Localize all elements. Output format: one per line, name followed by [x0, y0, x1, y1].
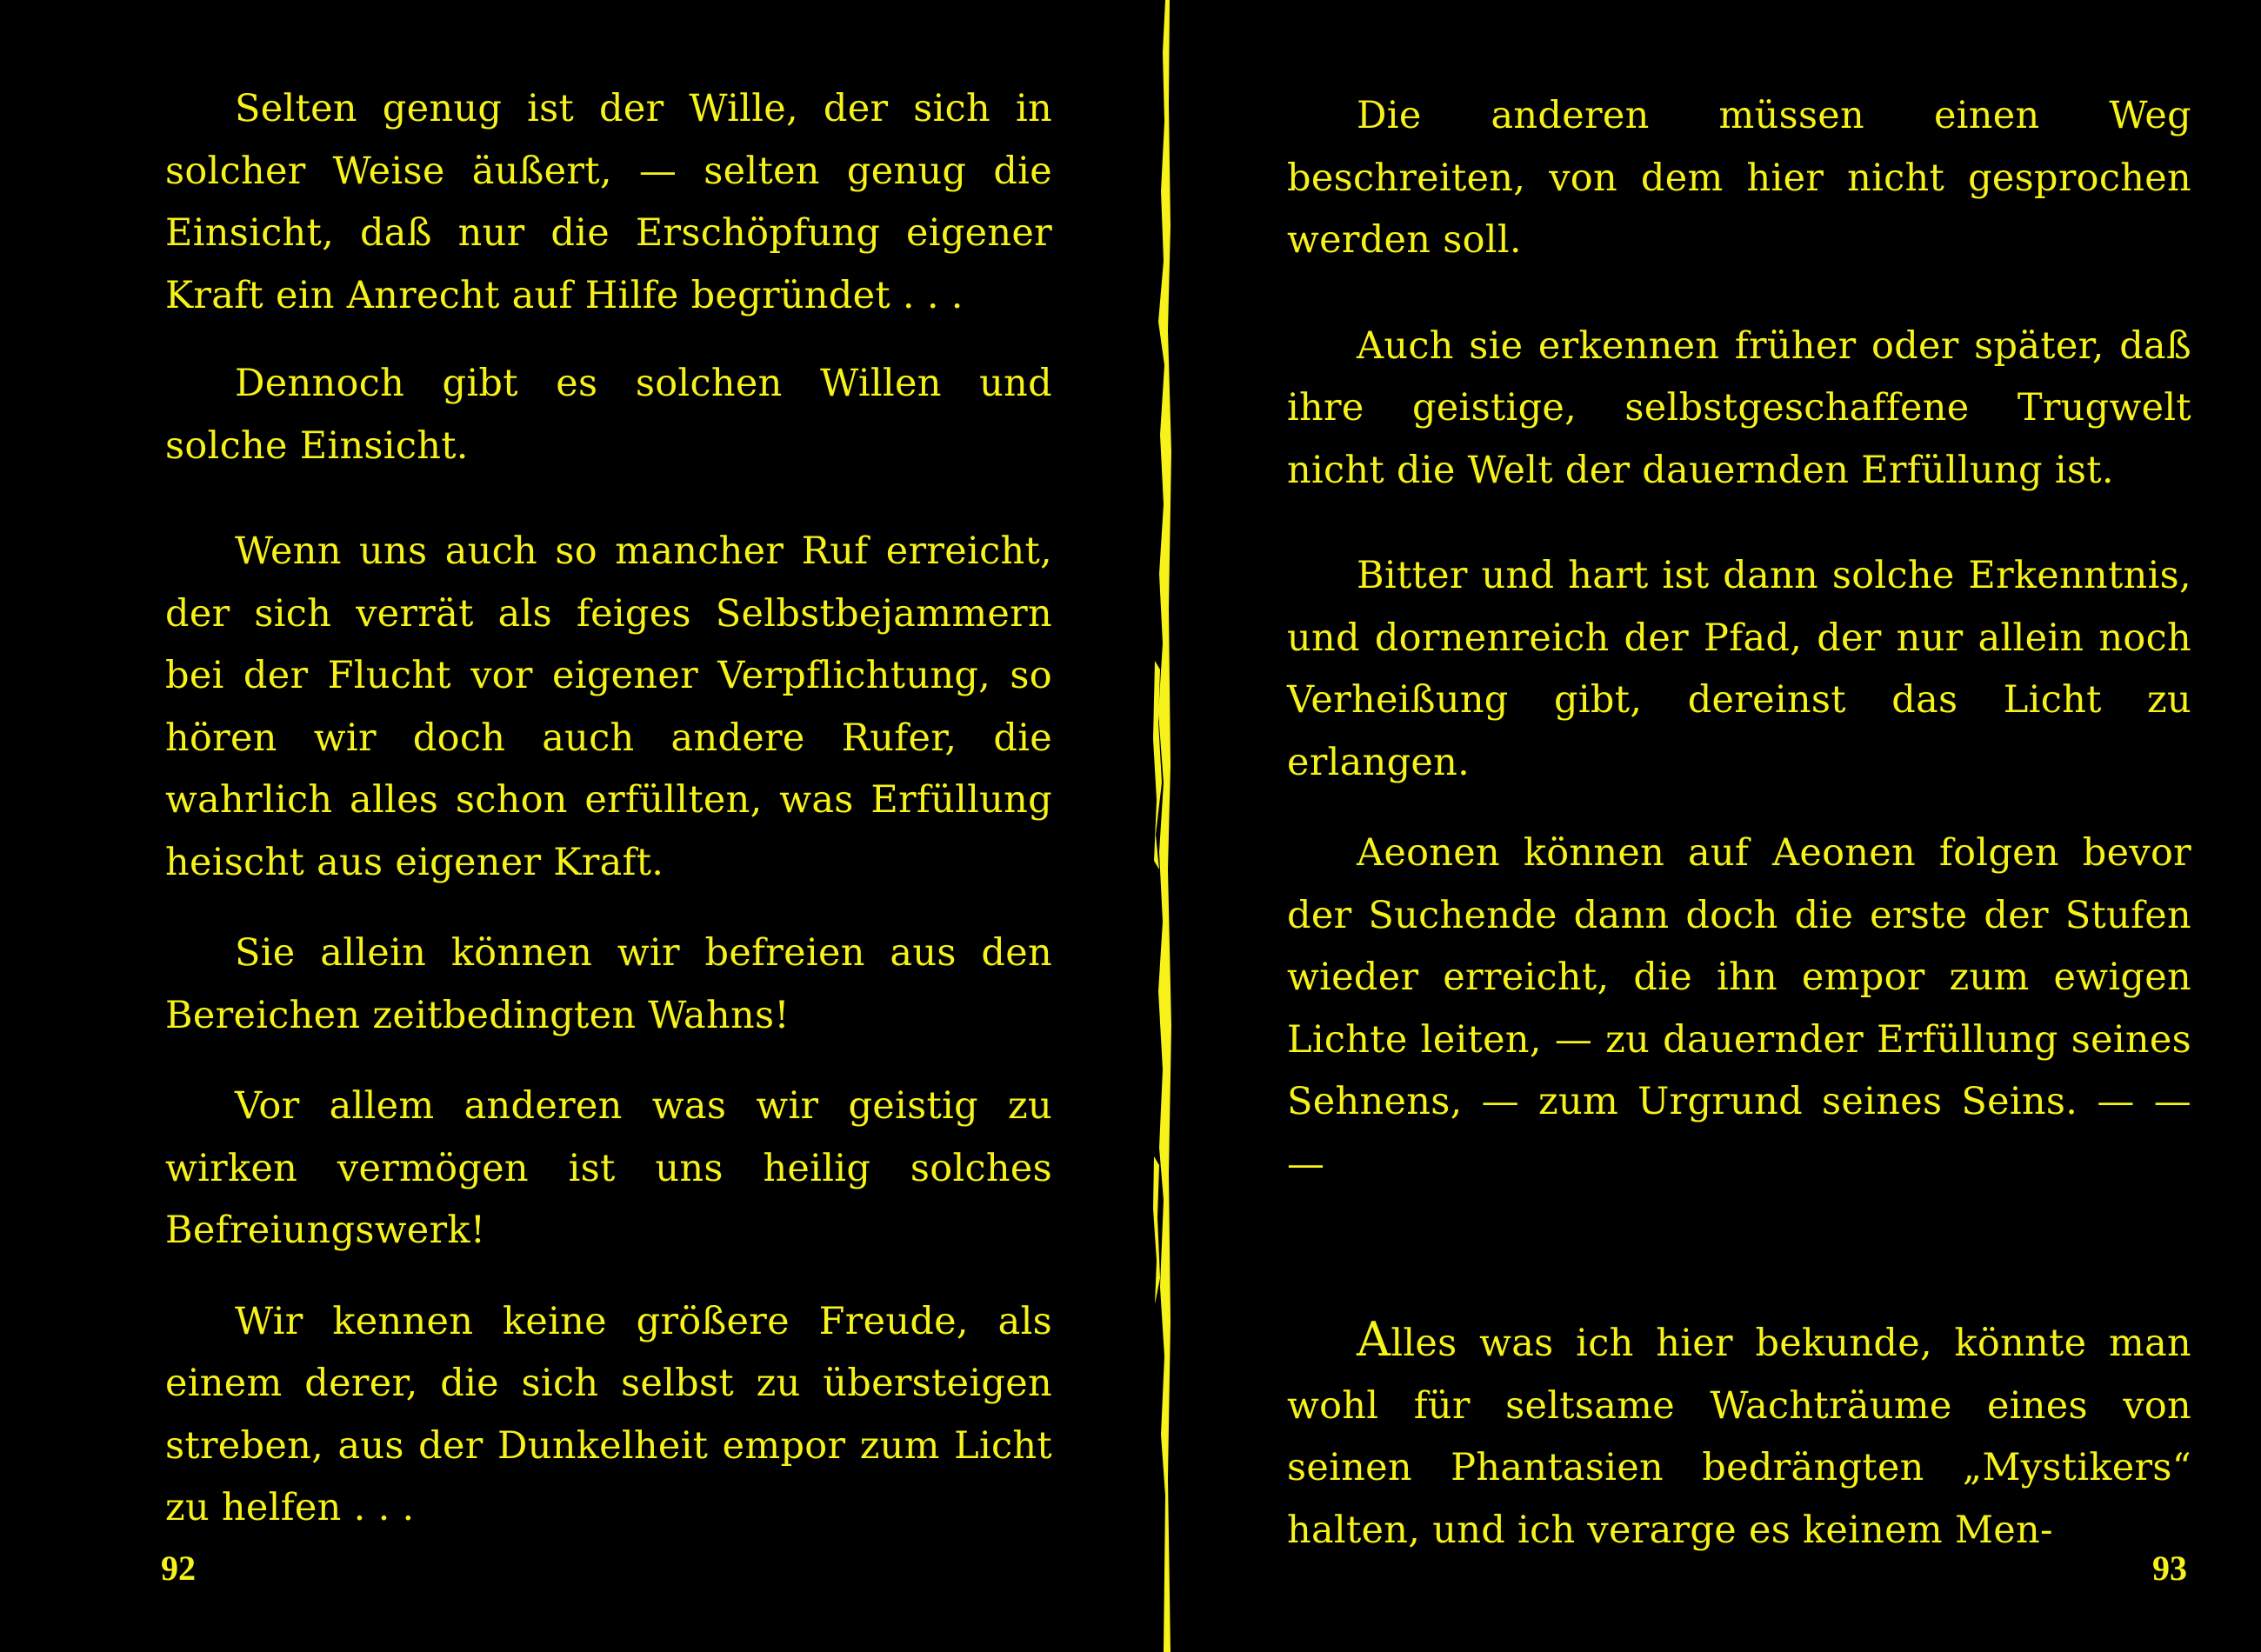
paragraph: Wir kennen keine größere Freude, als einem derer, die sich selbst zu übersteigen streben, aus der Dunkelheit empor zum Licht zu helfen . . .: [165, 1299, 1052, 1529]
paragraph-last-text: lles was ich hier bekunde, könnte man wohl für seltsame Wachträume eines von seinen Phantasien bedrängten „Mystikers“ halten, und ich verarge es keinem Men-: [1287, 1322, 2191, 1552]
paragraph: Wenn uns auch so mancher Ruf erreicht, der sich verrät als feiges Selbstbejammern bei der Flucht vor eigener Verpflichtung, so hören wir doch auch andere Rufer, die wahrlich alles schon erfüllten, was Erfüllung heischt aus eigener Kraft.: [165, 530, 1052, 884]
right-page-text: [1287, 85, 2191, 1562]
book-gutter: [1148, 0, 1183, 1652]
paragraph: Die anderen müssen einen Weg beschreiten, von dem hier nicht gesprochen werden soll.: [1287, 94, 2191, 262]
initial-letter: A: [1357, 1312, 1391, 1367]
paragraph: Auch sie erkennen früher oder später, daß ihre geistige, selbstgeschaffene Trugwelt nicht die Welt der dauernden Erfüllung ist.: [1287, 323, 2191, 492]
paragraph: Dennoch gibt es solchen Willen und solche Einsicht.: [165, 362, 1052, 468]
paragraph: Vor allem anderen was wir geistig zu wirken vermögen ist uns heilig solches Befreiungswerk!: [165, 1084, 1052, 1252]
page-number-left: 92: [161, 1549, 196, 1588]
page-number-right: 93: [2152, 1549, 2187, 1588]
paragraph: Aeonen können auf Aeonen folgen bevor der Suchende dann doch die erste der Stufen wieder erreicht, die ihn empor zum ewigen Lichte leiten, — zu dauernder Erfüllung seines Sehnens, — zum Urgrund seines Seins. — — —: [1287, 831, 2191, 1186]
gutter-edge-graphic: [1148, 0, 1183, 1652]
paragraph: Selten genug ist der Wille, der sich in solcher Weise äußert, — selten genug die Einsicht, daß nur die Erschöpfung eigener Kraft ein Anrecht auf Hilfe begründet . . .: [165, 87, 1052, 317]
paragraph: Sie allein können wir befreien aus den Bereichen zeitbedingten Wahns!: [165, 931, 1052, 1037]
paragraph: Bitter und hart ist dann solche Erkenntnis, und dornenreich der Pfad, der nur allein noch Verheißung gibt, dereinst das Licht zu erlangen.: [1287, 554, 2191, 784]
left-page-text: [165, 78, 1052, 1540]
right-page: [1183, 0, 2261, 1652]
paragraph-last: [1287, 1309, 2191, 1562]
